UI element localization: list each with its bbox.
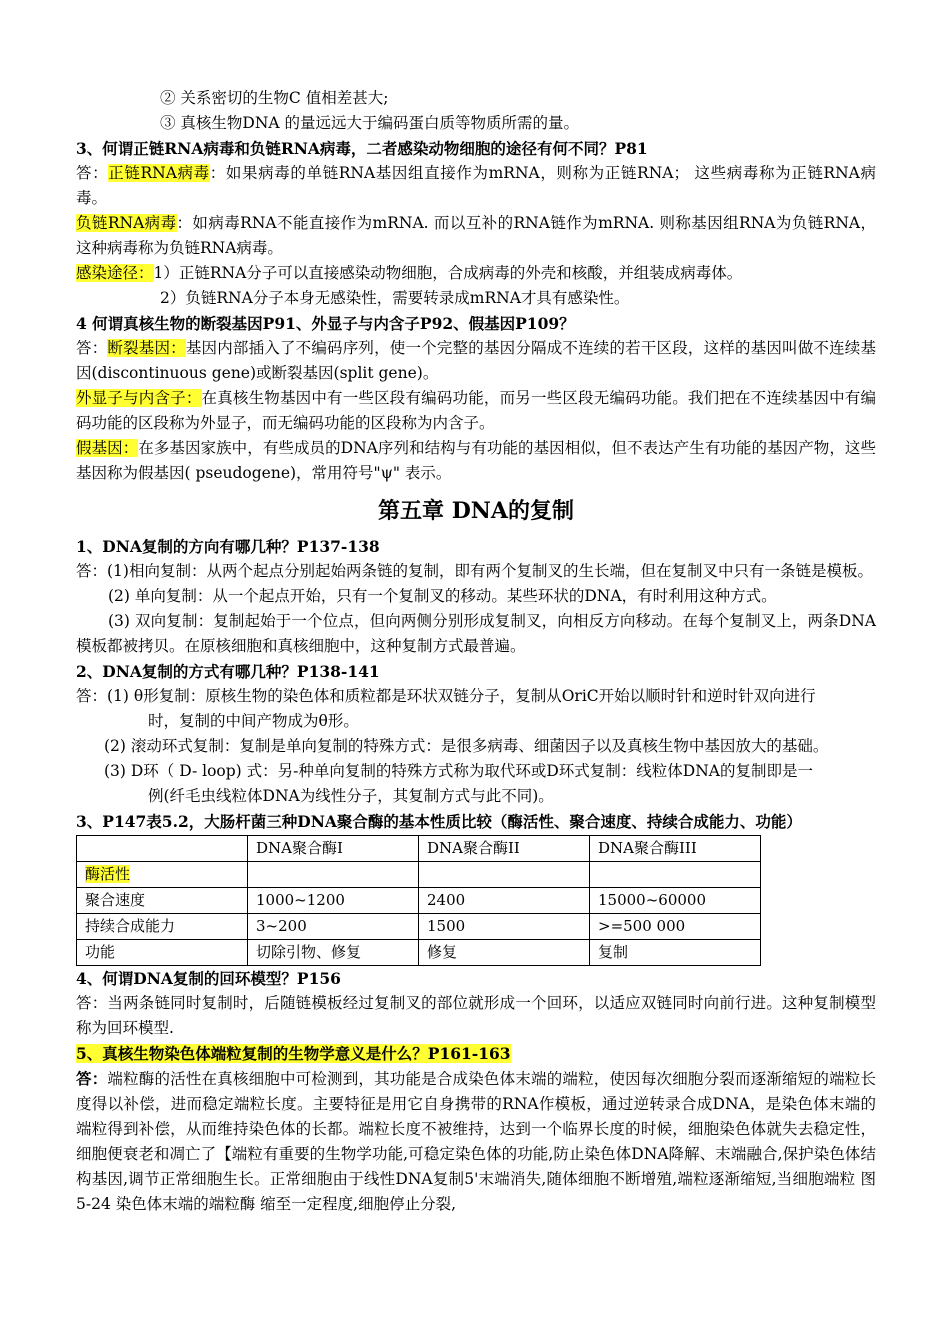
answer-paragraph: (2) 滚动环式复制：复制是单向复制的特殊方式：是很多病毒、细菌因子以及真核生物中基因放大的基础。: [104, 737, 829, 755]
answer-paragraph: 时，复制的中间产物成为θ形。: [148, 712, 359, 730]
polymerase-comparison-table: [76, 835, 761, 966]
answer-prefix: 答：: [76, 339, 108, 357]
table-header-cell: DNA聚合酶II: [419, 836, 590, 862]
table-cell: 复制: [590, 940, 761, 966]
table-cell: [248, 862, 419, 888]
question-heading: 3、P147表5.2，大肠杆菌三种DNA聚合酶的基本性质比较（酶活性、聚合速度、持续合成能力、功能）: [76, 812, 802, 831]
answer-paragraph: [76, 261, 876, 286]
table-row: [77, 940, 761, 966]
answer-paragraph: [76, 161, 876, 211]
answer-paragraph: [76, 336, 876, 386]
table-cell: 聚合速度: [77, 888, 248, 914]
highlighted-term: 外显子与内含子：: [76, 389, 202, 407]
answer-paragraph: 例(纤毛虫线粒体DNA为线性分子，其复制方式与此不同)。: [148, 787, 554, 805]
highlighted-term: 负链RNA病毒: [76, 214, 177, 232]
table-cell: [419, 862, 590, 888]
answer-text: ：如病毒RNA不能直接作为mRNA. 而以互补的RNA链作为mRNA. 则称基因组RNA为负链RNA，这种病毒称为负链RNA病毒。: [76, 214, 876, 257]
highlighted-term: 断裂基因：: [107, 339, 186, 357]
answer-paragraph: [76, 386, 876, 436]
list-item: ② 关系密切的生物C 值相差甚大;: [160, 89, 389, 107]
question-heading: 4 何谓真核生物的断裂基因P91、外显子与内含子P92、假基因P109？: [76, 314, 575, 333]
answer-text: 基因内部插入了不编码序列，使一个完整的基因分隔成不连续的若干区段，这样的基因叫做不连续基因(discontinuous gene)或断裂基因(split gene)。: [76, 339, 876, 382]
table-cell: 3~200: [248, 914, 419, 940]
table-cell: 15000~60000: [590, 888, 761, 914]
table-cell: 切除引物、修复: [248, 940, 419, 966]
answer-text: 1）正链RNA分子可以直接感染动物细胞，合成病毒的外壳和核酸，并组装成病毒体。: [153, 264, 743, 282]
table-cell: [77, 862, 248, 888]
document-page: [76, 86, 876, 1217]
table-row: [77, 888, 761, 914]
table-cell: >=500 000: [590, 914, 761, 940]
table-cell: 1500: [419, 914, 590, 940]
table-cell: 修复: [419, 940, 590, 966]
table-row: [77, 914, 761, 940]
answer-prefix: 答：: [76, 1069, 108, 1088]
table-cell: 2400: [419, 888, 590, 914]
question-heading: [76, 1041, 876, 1066]
table-header-cell: [77, 836, 248, 862]
answer-paragraph: (3) 双向复制：复制起始于一个位点，但向两侧分别形成复制叉，向相反方向移动。在每个复制叉上，两条DNA模板都被拷贝。在原核细胞和真核细胞中，这种复制方式最普遍。: [76, 612, 876, 655]
table-header-cell: DNA聚合酶III: [590, 836, 761, 862]
answer-text: 端粒酶的活性在真核细胞中可检测到，其功能是合成染色体末端的端粒，使因每次细胞分裂而逐渐缩短的端粒长度得以补偿，进而稳定端粒长度。主要特征是用它自身携带的RNA作模板，通过逆转录合成DNA，是染色体末端的端粒得到补偿，从而维持染色体的长都。端粒长度不被维持，达到一个临界长度的时候，细胞染色体就失去稳定性，细胞便衰老和凋亡了【端粒有重要的生物学功能,可稳定染色体的功能,防止染色体DNA降解、末端融合,保护染色体结构基因,调节正常细胞生长。正常细胞由于线性DNA复制5'末端消失,随体细胞不断增殖,端粒逐渐缩短,当细胞端粒 图5-24 染色体末端的端粒酶 缩至一定程度,细胞停止分裂,: [76, 1070, 876, 1213]
chapter-title: 第五章 DNA的复制: [378, 498, 574, 524]
answer-prefix: 答：: [76, 164, 109, 182]
highlighted-term: 假基因：: [76, 439, 139, 457]
table-header-cell: DNA聚合酶I: [248, 836, 419, 862]
question-heading: 4、何谓DNA复制的回环模型？P156: [76, 969, 341, 988]
question-heading: 1、DNA复制的方向有哪几种？P137-138: [76, 537, 380, 556]
table-cell: 持续合成能力: [77, 914, 248, 940]
answer-paragraph: (2) 单向复制：从一个起点开始，只有一个复制叉的移动。某些环状的DNA，有时利用这种方式。: [108, 587, 777, 605]
table-cell: 功能: [77, 940, 248, 966]
answer-paragraph: 答：(1) θ形复制：原核生物的染色体和质粒都是环状双链分子，复制从OriC开始以顺时针和逆时针双向进行: [76, 687, 816, 705]
answer-text: 在多基因家族中，有些成员的DNA序列和结构与有功能的基因相似，但不表达产生有功能的基因产物，这些基因称为假基因( pseudogene)，常用符号"ψ" 表示。: [76, 439, 876, 482]
answer-paragraph: (3) D环（ D- loop) 式：另-种单向复制的特殊方式称为取代环或D环式复制：线粒体DNA的复制即是一: [104, 762, 813, 780]
answer-text: ：如果病毒的单链RNA基因组直接作为mRNA，则称为正链RNA； 这些病毒称为正链RNA病毒。: [76, 164, 876, 207]
answer-paragraph: 答：当两条链同时复制时，后随链模板经过复制叉的部位就形成一个回环，以适应双链同时向前行进。这种复制模型称为回环模型.: [76, 994, 876, 1037]
table-header-row: [77, 836, 761, 862]
answer-paragraph: [76, 436, 876, 486]
answer-paragraph: [76, 211, 876, 261]
answer-paragraph: [76, 1066, 876, 1217]
highlighted-term: 酶活性: [85, 865, 131, 883]
highlighted-term: 感染途径：: [76, 264, 154, 282]
answer-text: 2）负链RNA分子本身无感染性，需要转录成mRNA才具有感染性。: [160, 289, 630, 307]
table-cell: 1000~1200: [248, 888, 419, 914]
answer-text: 在真核生物基因中有一些区段有编码功能，而另一些区段无编码功能。我们把在不连续基因中有编码功能的区段称为外显子，而无编码功能的区段称为内含子。: [76, 389, 876, 432]
highlighted-heading: 5、真核生物染色体端粒复制的生物学意义是什么？P161-163: [76, 1044, 511, 1063]
highlighted-term: 正链RNA病毒: [108, 164, 210, 182]
question-heading: 3、何谓正链RNA病毒和负链RNA病毒，二者感染动物细胞的途径有何不同？P81: [76, 139, 648, 158]
table-row: [77, 862, 761, 888]
answer-paragraph: 答：(1)相向复制：从两个起点分别起始两条链的复制，即有两个复制叉的生长端，但在复制叉中只有一条链是模板。: [76, 562, 873, 580]
table-cell: [590, 862, 761, 888]
question-heading: 2、DNA复制的方式有哪几种？P138-141: [76, 662, 380, 681]
list-item: ③ 真核生物DNA 的量远远大于编码蛋白质等物质所需的量。: [160, 114, 580, 132]
